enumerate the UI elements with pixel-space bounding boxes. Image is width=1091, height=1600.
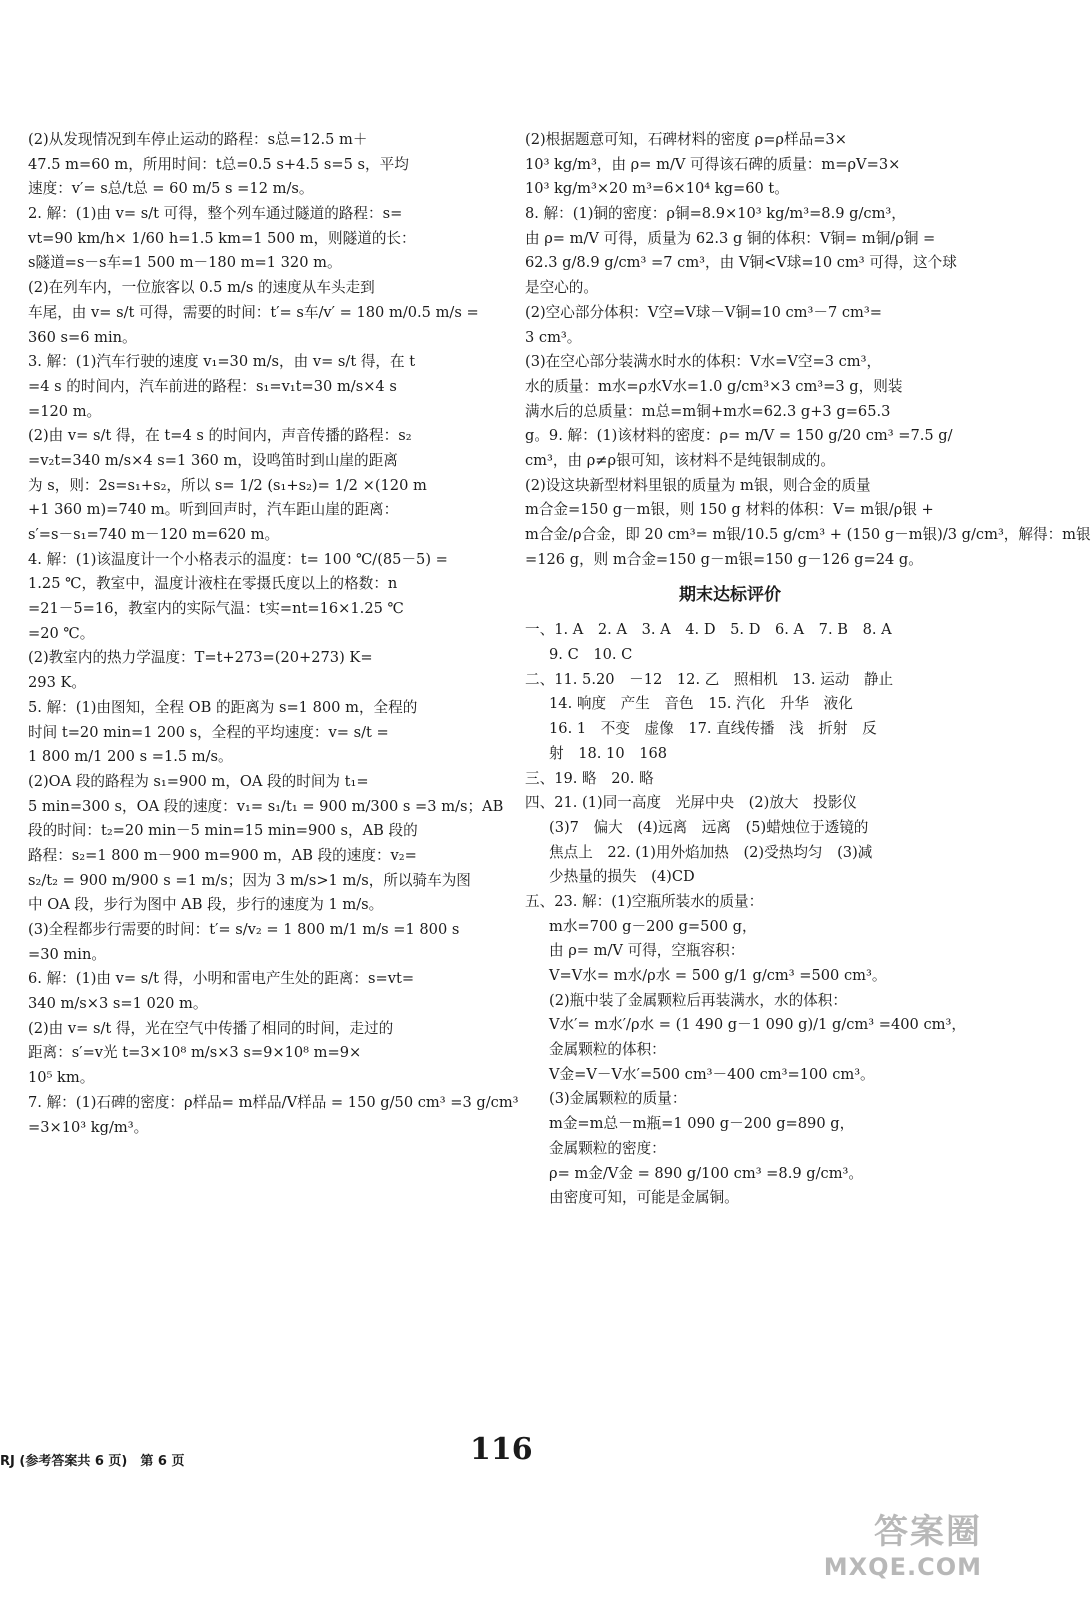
text-line: 5. 解：(1)由图知，全程 OB 的距离为 s=1 800 m，全程的 [28,698,418,716]
text-line: =20 ℃。 [28,624,95,642]
text-line: V=V水= m水/ρ水 = 500 g/1 g/cm³ =500 cm³。 [549,967,887,984]
text-line: s′=s－s₁=740 m－120 m=620 m。 [28,526,280,543]
text-line: 金属颗粒的密度： [549,1139,666,1157]
text-line: 中 OA 段，步行为图中 AB 段，步行的速度为 1 m/s。 [28,896,384,914]
text-line: 为 s，则：2s=s₁+s₂，所以 s= 1/2 (s₁+s₂)= 1/2 ×(120 m [28,476,427,494]
text-line: 距离：s′=v光 t=3×10⁸ m/s×3 s=9×10⁸ m=9× [28,1044,362,1062]
text-line: m水=700 g－200 g=500 g， [549,917,757,935]
text-line: m金=m总－m瓶=1 090 g－200 g=890 g， [549,1115,855,1133]
text-line: =4 s 的时间内，汽车前进的路程：s₁=v₁t=30 m/s×4 s [28,377,397,395]
text-line: (2)由 v= s/t 得，光在空气中传播了相同的时间，走过的 [28,1019,394,1037]
text-line: 47.5 m=60 m，所用时间：t总=0.5 s+4.5 s=5 s，平均 [28,155,409,173]
text-line: m合金/ρ合金，即 20 cm³= m银/10.5 g/cm³ + (150 g－m银)/3 g/cm³，解得：m银 [525,526,1091,543]
text-line: =v₂t=340 m/s×4 s=1 360 m，设鸣笛时到山崖的距离 [28,451,398,469]
text-line: m合金=150 g－m银，则 150 g 材料的体积：V= m银/ρ银 + [525,501,934,519]
text-line: (2)从发现情况到车停止运动的路程：s总=12.5 m＋ [28,131,368,148]
footer-left: RJ (参考答案共 6 页) 第 6 页 [0,1454,185,1469]
text-line: =21－5=16，教室内的实际气温：t实=nt=16×1.25 ℃ [28,600,404,618]
text-line: 由密度可知，可能是金属铜。 [549,1189,739,1207]
text-line: V水′= m水′/ρ水 = (1 490 g－1 090 g)/1 g/cm³ =400 cm³， [549,1016,966,1034]
text-line: (3)全程都步行需要的时间：t′= s/v₂ = 1 800 m/1 m/s =1 800 s [28,921,460,938]
text-line: 62.3 g/8.9 g/cm³ =7 cm³，由 V铜<V球=10 cm³ 可得，这个球 [525,254,957,272]
text-line: =30 min。 [28,945,106,963]
text-line: s₂/t₂ = 900 m/900 s =1 m/s；因为 3 m/s>1 m/s，所以骑车为图 [28,871,471,889]
text-line: (2)设这块新型材料里银的质量为 m银，则合金的质量 [525,476,871,494]
text-line: +1 360 m)=740 m。听到回声时，汽车距山崖的距离： [28,501,399,519]
text-line: (3)在空心部分装满水时水的体积：V水=V空=3 cm³， [525,353,882,371]
text-line: 金属颗粒的体积： [549,1041,666,1059]
text-line: ρ= m金/V金 = 890 g/100 cm³ =8.9 g/cm³。 [549,1164,863,1182]
text-line: 车尾，由 v= s/t 可得，需要的时间：t′= s车/v′ = 180 m/0.5 m/s = [28,303,479,321]
text-line: 由 ρ= m/V 可得，空瓶容积： [549,942,745,960]
text-line: 一、1. A 2. A 3. A 4. D 5. D 6. A 7. B 8. A [525,621,892,639]
text-line: 10⁵ km。 [28,1069,95,1087]
text-line: =120 m。 [28,402,102,420]
text-line: =126 g，则 m合金=150 g－m银=150 g－126 g=24 g。 [525,550,923,568]
text-line: g。9. 解：(1)该材料的密度：ρ= m/V = 150 g/20 cm³ =7.5 g/ [525,427,953,445]
watermark-bottom: MXQE.COM [823,1553,982,1581]
text-line: 三、19. 略 20. 略 [525,769,654,787]
text-line: 速度：v′= s总/t总 = 60 m/5 s =12 m/s。 [28,180,314,198]
right-column [525,128,1091,1211]
text-line: 路程：s₂=1 800 m－900 m=900 m，AB 段的速度：v₂= [28,846,417,864]
text-line: 14. 响度 产生 音色 15. 汽化 升华 液化 [549,695,853,713]
text-line: 少热量的损失 (4)CD [549,868,695,886]
text-line: 二、11. 5.20 －12 12. 乙 照相机 13. 运动 静止 [525,670,894,688]
text-line: (2)瓶中装了金属颗粒后再装满水，水的体积： [549,991,847,1009]
text-line: 是空心的。 [525,279,598,297]
text-line: (3)金属颗粒的质量： [549,1090,687,1108]
text-line: 4. 解：(1)该温度计一个小格表示的温度：t= 100 ℃/(85－5) = [28,550,448,568]
text-line: (2)由 v= s/t 得，在 t=4 s 的时间内，声音传播的路程：s₂ [28,427,412,445]
text-line: (2)在列车内，一位旅客以 0.5 m/s 的速度从车头走到 [28,279,375,297]
section-title: 期末达标评价 [679,585,781,606]
text-line: =3×10³ kg/m³。 [28,1118,149,1136]
page-number: 116 [470,1432,533,1467]
text-line: 焦点上 22. (1)用外焰加热 (2)受热均匀 (3)减 [549,843,873,861]
text-line: (3)7 偏大 (4)远离 远离 (5)蜡烛位于透镜的 [549,818,869,836]
text-line: 8. 解：(1)铜的密度：ρ铜=8.9×10³ kg/m³=8.9 g/cm³， [525,205,906,223]
text-line: 射 18. 10 168 [549,744,668,762]
text-line: 四、21. (1)同一高度 光屏中央 (2)放大 投影仪 [525,794,857,812]
watermark-top: 答案圈 [874,1512,982,1552]
left-column [28,128,519,1140]
text-line: 340 m/s×3 s=1 020 m。 [28,995,208,1013]
text-line: 1 800 m/1 200 s =1.5 m/s。 [28,748,233,766]
watermark-logo [782,1512,982,1590]
text-line: 6. 解：(1)由 v= s/t 得，小明和雷电产生处的距离：s=vt= [28,970,415,988]
text-line: cm³，由 ρ≠ρ银可知，该材料不是纯银制成的。 [525,451,835,469]
text-line: 水的质量：m水=ρ水V水=1.0 g/cm³×3 cm³=3 g，则装 [525,377,903,395]
text-line: 五、23. 解：(1)空瓶所装水的质量： [525,892,764,910]
text-line: 16. 1 不变 虚像 17. 直线传播 浅 折射 反 [549,720,877,738]
text-line: 由 ρ= m/V 可得，质量为 62.3 g 铜的体积：V铜= m铜/ρ铜 = [525,229,936,247]
text-line: V金=V－V水′=500 cm³－400 cm³=100 cm³。 [549,1065,875,1083]
text-line: 5 min=300 s，OA 段的速度：v₁= s₁/t₁ = 900 m/300 s =3 m/s；AB [28,797,504,815]
text-line: (2)OA 段的路程为 s₁=900 m，OA 段的时间为 t₁= [28,772,369,790]
text-line: (2)教室内的热力学温度：T=t+273=(20+273) K= [28,649,373,667]
text-line: s隧道=s－s车=1 500 m－180 m=1 320 m。 [28,254,342,272]
text-line: 10³ kg/m³×20 m³=6×10⁴ kg=60 t。 [525,180,789,198]
text-line: 2. 解：(1)由 v= s/t 可得，整个列车通过隧道的路程：s= [28,205,403,223]
text-line: 10³ kg/m³，由 ρ= m/V 可得该石碑的质量：m=ρV=3× [525,155,901,173]
text-line: 3. 解：(1)汽车行驶的速度 v₁=30 m/s，由 v= s/t 得，在 t [28,353,416,371]
text-line: 满水后的总质量：m总=m铜+m水=62.3 g+3 g=65.3 [525,402,891,420]
text-line: 时间 t=20 min=1 200 s，全程的平均速度：v= s/t = [28,723,389,741]
text-line: (2)根据题意可知，石碑材料的密度 ρ=ρ样品=3× [525,131,847,148]
text-line: vt=90 km/h× 1/60 h=1.5 km=1 500 m，则隧道的长： [28,229,416,247]
text-line: 7. 解：(1)石碑的密度：ρ样品= m样品/V样品 = 150 g/50 cm³ =3 g/cm³ [28,1093,519,1111]
text-line: 1.25 ℃，教室中，温度计液柱在零摄氏度以上的格数：n [28,575,398,593]
text-line: (2)空心部分体积：V空=V球－V铜=10 cm³－7 cm³= [525,303,882,321]
text-line: 3 cm³。 [525,328,582,346]
text-line: 293 K。 [28,674,86,692]
text-line: 360 s=6 min。 [28,328,137,346]
text-line: 9. C 10. C [549,646,633,664]
text-line: 段的时间：t₂=20 min－5 min=15 min=900 s，AB 段的 [28,822,418,840]
